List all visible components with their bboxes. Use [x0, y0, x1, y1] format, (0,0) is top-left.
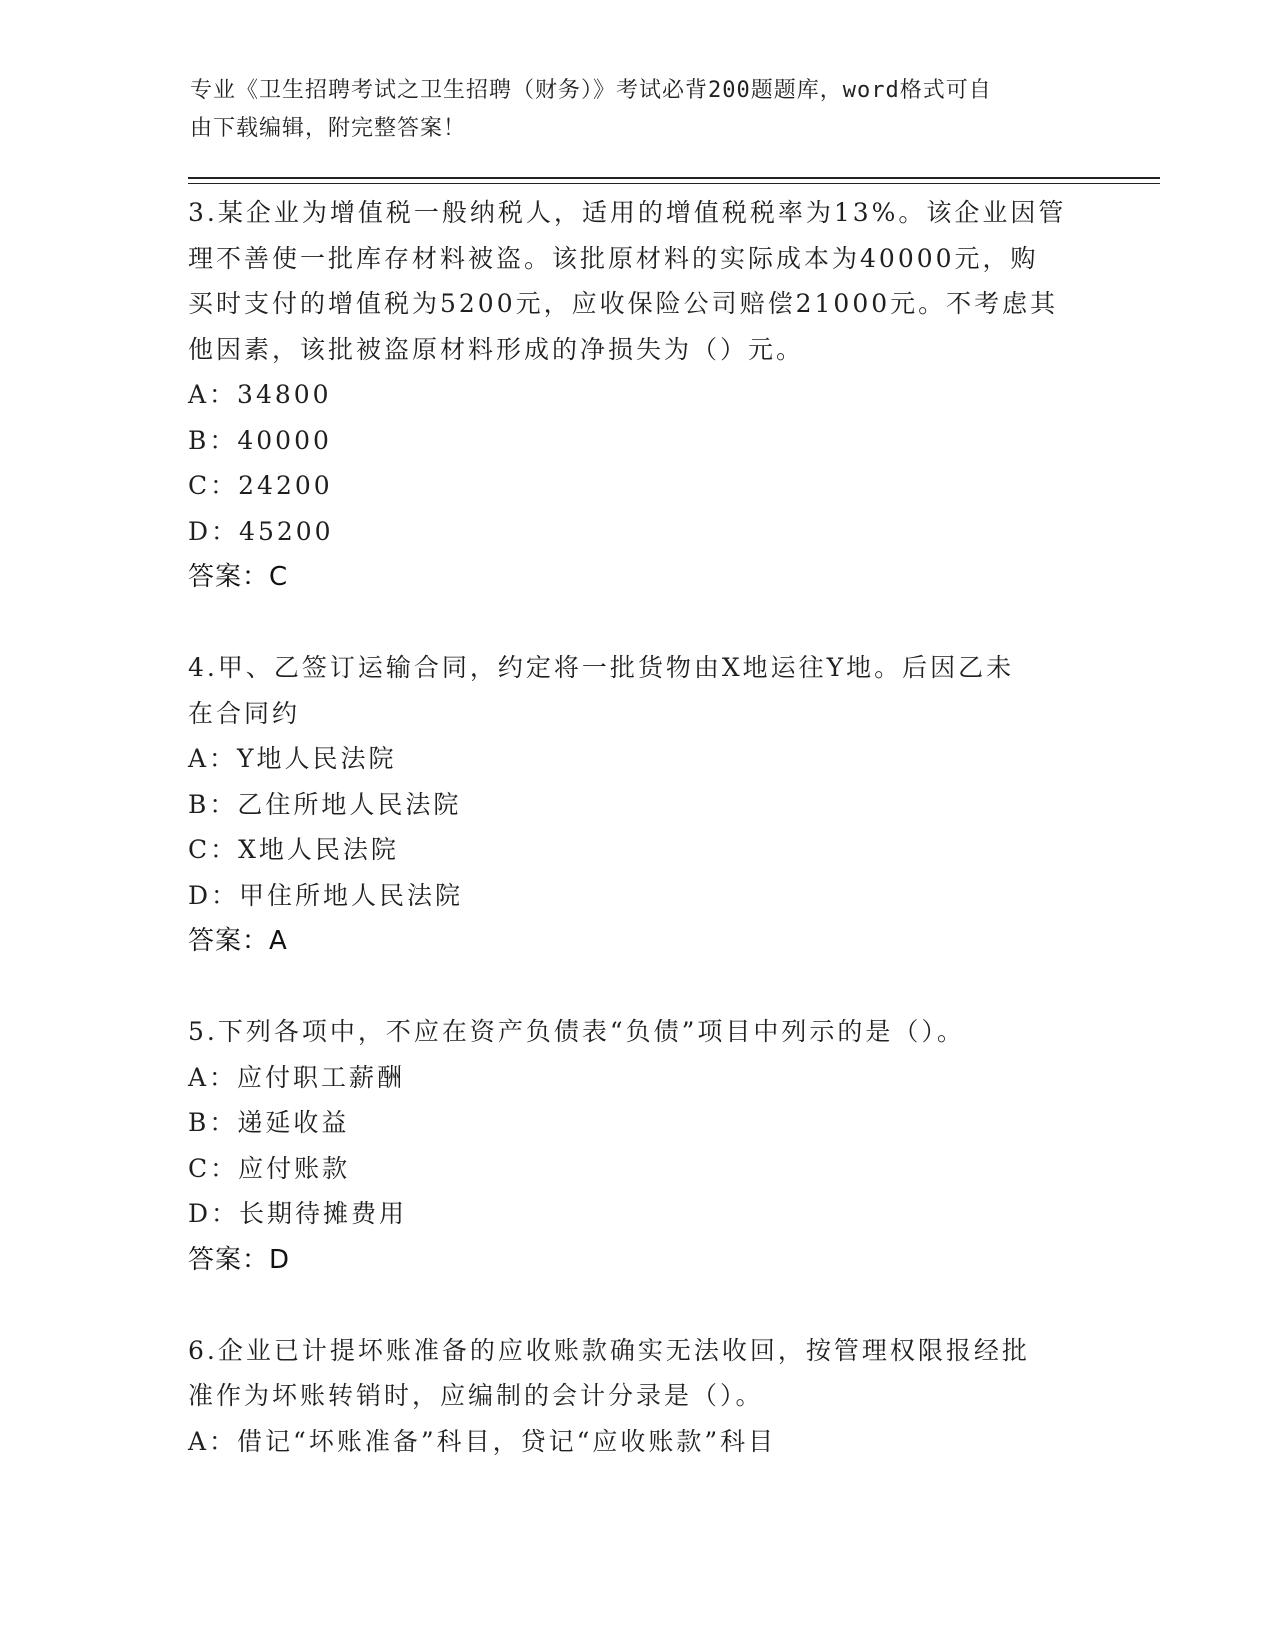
answer-line: 答案：C — [188, 562, 289, 592]
option-a: A：Y地人民法院 — [188, 744, 397, 773]
question-text-line: 5.下列各项中，不应在资产负债表“负债”项目中列示的是（）。 — [188, 1017, 965, 1046]
question-text-line: 在合同约 — [188, 698, 301, 728]
question-text-line: 他因素，该批被盗原材料形成的净损失为（）元。 — [188, 334, 805, 364]
question-text-line: 3.某企业为增值税一般纳税人，适用的增值税税率为13%。该企业因管 — [188, 198, 1067, 227]
option-a: A：借记“坏账准备”科目，贷记“应收账款”科目 — [188, 1426, 777, 1456]
option-c: C：24200 — [188, 471, 333, 500]
question-text-line: 6.企业已计提坏账准备的应收账款确实无法收回，按管理权限报经批 — [188, 1335, 1030, 1365]
question-text-line: 理不善使一批库存材料被盗。该批原材料的实际成本为40000元，购 — [188, 243, 1039, 273]
option-a: A：34800 — [188, 380, 332, 409]
question-text-line: 4.甲、乙签订运输合同，约定将一批货物由X地运往Y地。后因乙未 — [188, 653, 1015, 682]
spacer — [188, 964, 1088, 1009]
question-text-line: 准作为坏账转销时，应编制的会计分录是（）。 — [188, 1381, 764, 1410]
question-5 — [188, 1009, 1088, 1283]
option-d: D：长期待摊费用 — [188, 1199, 408, 1228]
option-b: B：40000 — [188, 425, 332, 455]
option-d: D：甲住所地人民法院 — [188, 880, 464, 910]
option-b: B：乙住所地人民法院 — [188, 789, 462, 819]
answer-line: 答案：D — [188, 1244, 291, 1275]
question-4 — [188, 645, 1088, 964]
answer-line: 答案：A — [188, 926, 288, 956]
option-d: D：45200 — [188, 516, 334, 546]
question-6 — [188, 1328, 1088, 1465]
header-divider-thick — [188, 177, 1160, 179]
header-divider-thin — [188, 183, 1160, 184]
header-line-2: 由下载编辑，附完整答案！ — [190, 116, 467, 141]
option-c: C：应付账款 — [188, 1153, 351, 1183]
question-text-line: 买时支付的增值税为5200元，应收保险公司赔偿21000元。不考虑其 — [188, 289, 1059, 318]
document-header — [190, 72, 1080, 148]
option-c: C：X地人民法院 — [188, 835, 399, 864]
spacer — [188, 600, 1088, 645]
spacer — [188, 1283, 1088, 1328]
option-a: A：应付职工薪酬 — [188, 1062, 406, 1092]
header-line-1: 专业《卫生招聘考试之卫生招聘（财务）》考试必背200题题库，word格式可自 — [190, 78, 992, 103]
option-b: B：递延收益 — [188, 1108, 350, 1137]
question-list — [188, 190, 1088, 1464]
question-3 — [188, 190, 1088, 600]
